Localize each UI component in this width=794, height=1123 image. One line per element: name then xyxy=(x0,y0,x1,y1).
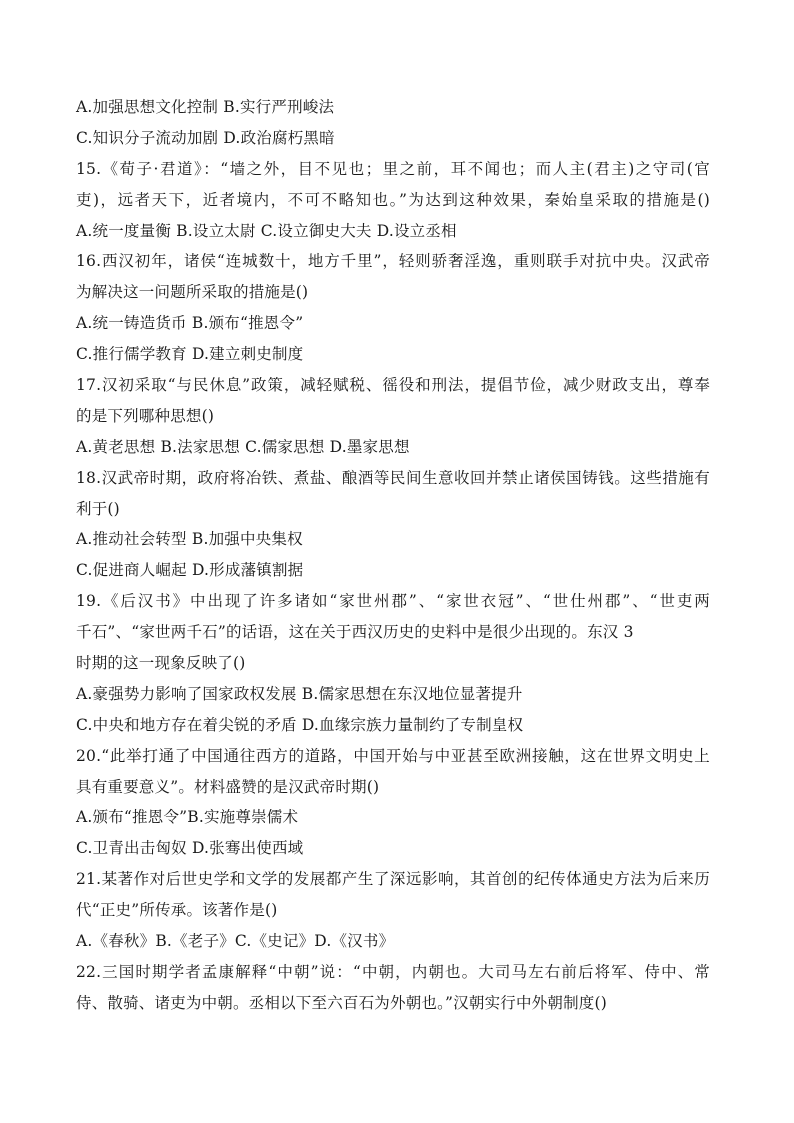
text-line: A.《春秋》B.《老子》C.《史记》D.《汉书》 xyxy=(76,932,395,951)
text-line: C.中央和地方存在着尖锐的矛盾 D.血缘宗族力量制约了专制皇权 xyxy=(76,715,524,734)
text-line: A.颁布“推恩令”B.实施尊崇儒术 xyxy=(76,808,299,827)
text-line: 的是下列哪种思想() xyxy=(76,406,215,425)
text-line: 21.某著作对后世史学和文学的发展都产生了深远影响，其首创的纪传体通史方法为后来历 xyxy=(76,870,710,889)
text-line: 17.汉初采取“与民休息”政策，减轻赋税、徭役和刑法，提倡节俭，减少财政支出，尊奉 xyxy=(76,376,710,395)
text-line: C.促进商人崛起 D.形成藩镇割据 xyxy=(76,561,304,580)
text-line: 利于() xyxy=(76,499,120,518)
text-line: A.黄老思想 B.法家思想 C.儒家思想 D.墨家思想 xyxy=(76,437,410,456)
text-line: 具有重要意义”。材料盛赞的是汉武帝时期() xyxy=(76,777,380,796)
text-line: 22.三国时期学者孟康解释“中朝”说：“中朝，内朝也。大司马左右前后将军、侍中、常 xyxy=(76,962,710,981)
text-line: 18.汉武帝时期，政府将冶铁、煮盐、酿酒等民间生意收回并禁止诸侯国铸钱。这些措施有 xyxy=(76,468,710,487)
text-line: A.推动社会转型 B.加强中央集权 xyxy=(76,530,303,549)
text-line: 15.《荀子·君道》：“墙之外，目不见也；里之前，耳不闻也；而人主(君主)之守司(官 xyxy=(76,159,710,178)
text-line: A.加强思想文化控制 B.实行严刑峻法 xyxy=(76,98,335,116)
text-line: C.知识分子流动加剧 D.政治腐朽黑暗 xyxy=(76,128,335,147)
text-line: 为解决这一问题所采取的措施是() xyxy=(76,283,309,302)
text-line: 代“正史”所传承。该著作是() xyxy=(76,901,278,920)
text-line: A.统一度量衡 B.设立太尉 C.设立御史大夫 D.设立丞相 xyxy=(76,221,457,240)
document-body xyxy=(76,92,716,1019)
text-line: C.推行儒学教育 D.建立刺史制度 xyxy=(76,345,304,364)
text-line: 时期的这一现象反映了() xyxy=(76,654,246,673)
text-line: 千石”、“家世两千石”的话语，这在关于西汉历史的史料中是很少出现的。东汉 3 xyxy=(76,623,634,642)
text-line: 19.《后汉书》中出现了许多诸如“家世州郡”、“家世衣冠”、“世仕州郡”、“世吏两 xyxy=(76,592,710,611)
text-line: A.豪强势力影响了国家政权发展 B.儒家思想在东汉地位显著提升 xyxy=(76,684,523,703)
text-line: 16.西汉初年，诸侯“连城数十，地方千里”，轻则骄奢淫逸，重则联手对抗中央。汉武帝 xyxy=(76,252,710,271)
text-line: 20.“此举打通了中国通往西方的道路，中国开始与中亚甚至欧洲接触，这在世界文明史上 xyxy=(76,746,710,765)
text-line: C.卫青出击匈奴 D.张骞出使西域 xyxy=(76,839,304,858)
text-line: A.统一铸造货币 B.颁布“推恩令” xyxy=(76,314,304,333)
text-line: 吏)，远者天下，近者境内，不可不略知也。”为达到这种效果，秦始皇采取的措施是() xyxy=(76,190,710,209)
text-line: 侍、散骑、诸吏为中朝。丞相以下至六百石为外朝也。”汉朝实行中外朝制度() xyxy=(76,993,607,1012)
